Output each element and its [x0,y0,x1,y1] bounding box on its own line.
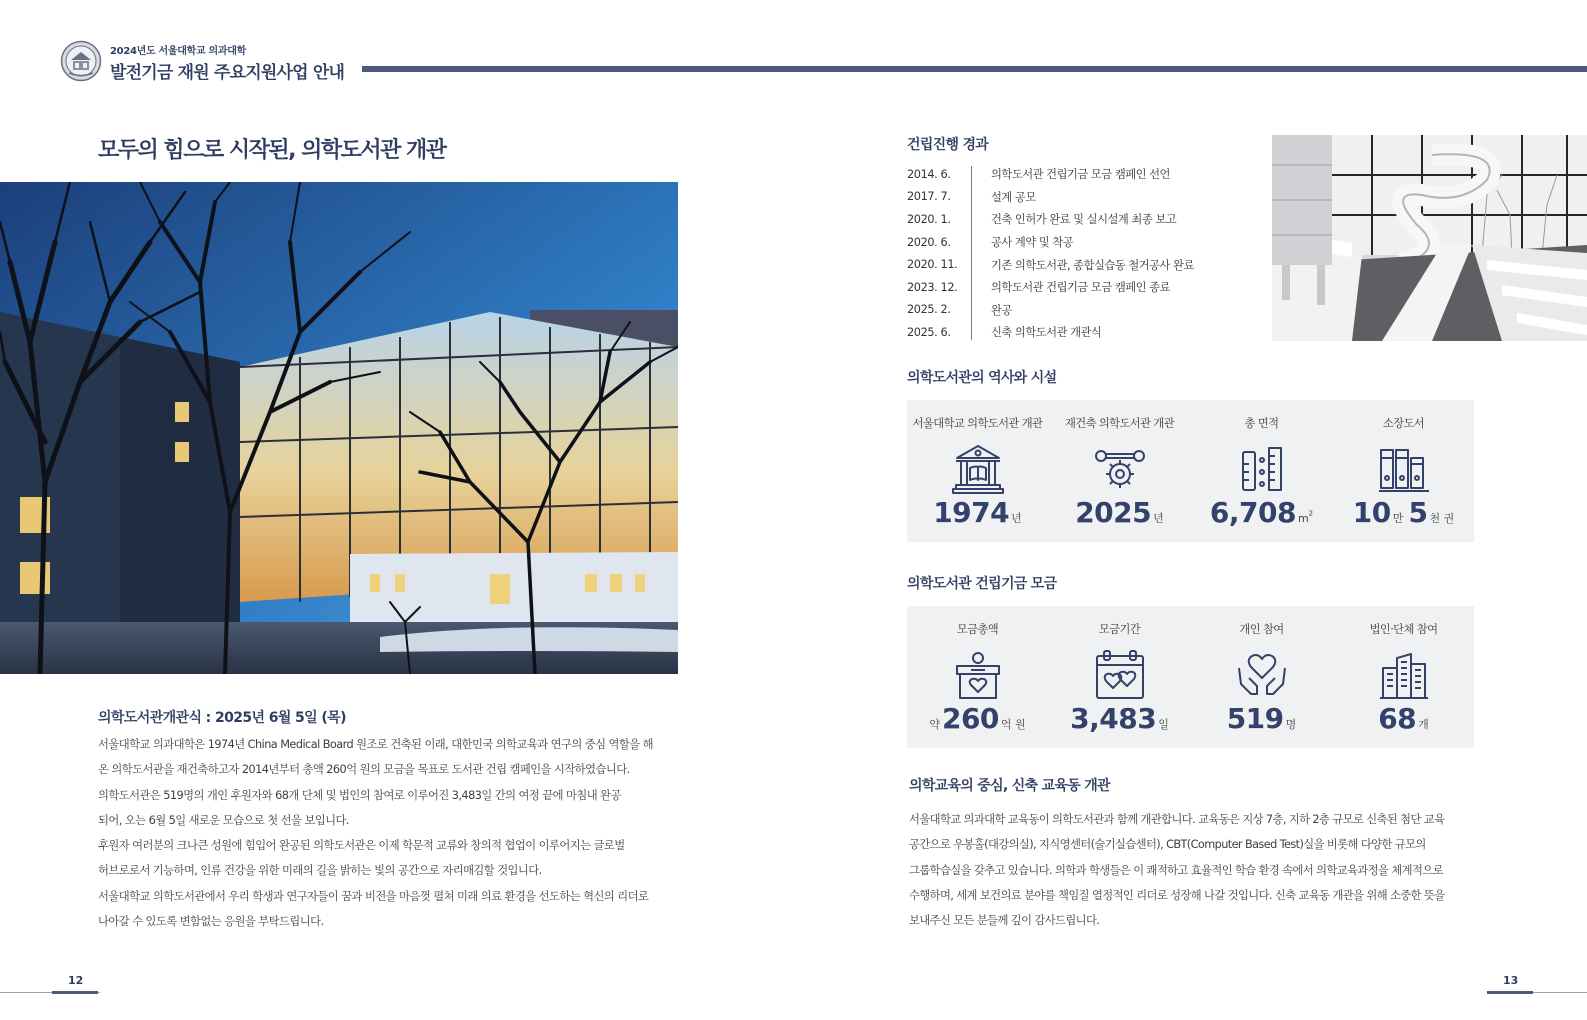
body-line: 서울대학교 의과대학 교육동이 의학도서관과 함께 개관합니다. 교육동은 지상 7층, 지하 2층 규모로 신축된 첨단 교육 [909,813,1445,826]
stat-value: 68 개 [1378,702,1429,735]
page-number-right: 13 [1503,974,1519,987]
body-line: 허브로로서 기능하며, 인류 건강을 위한 미래의 길을 밝히는 빛의 공간으로 자리매김할 것입니다. [98,864,542,878]
timeline-date: 2014. 6. [907,167,951,181]
stat-value: 6,708 $m^2$ [1209,496,1314,529]
timeline-date: 2017. 7. [907,190,951,204]
body-line: 나아갈 수 있도록 변함없는 응원을 부탁드립니다. [98,915,324,929]
wrench-gear-icon [1093,442,1147,496]
stat-book-holdings [1333,400,1474,542]
timeline-event: 신축 의학도서관 개관식 [991,326,1102,340]
body-line: 서울대학교 의학도서관에서 우리 학생과 연구자들이 꿈과 비전을 마음껏 펼쳐 미래 의료 환경을 선도하는 혁신의 리더로 [98,889,649,903]
page-number-left: 12 [68,974,84,987]
stat-corporate-donors [1333,606,1474,748]
body-line: 서울대학교 의과대학은 1974년 China Medical Board 원조로 건축된 이래, 대한민국 의학교육과 연구의 중심 역할을 해 [98,738,653,751]
timeline-title: 건립진행 경과 [907,137,989,153]
hands-heart-icon [1235,648,1289,702]
stat-total-amount [907,606,1048,748]
stat-total-area [1191,400,1332,542]
timeline-date: 2025. 6. [907,325,951,339]
timeline-date: 2020. 6. [907,235,951,249]
timeline-event: 설계 공모 [991,190,1036,204]
university-emblem-icon [60,40,102,82]
timeline-event: 공사 계약 및 착공 [991,236,1074,250]
stat-label: 총 면적 [1244,417,1279,430]
stat-value: 3,483 일 [1070,702,1169,735]
timeline-event: 기존 의학도서관, 종합실습동 철거공사 완료 [991,258,1194,272]
timeline-date: 2020. 11. [907,258,958,272]
footer-tab-left [52,991,98,994]
calendar-hearts-icon [1093,648,1147,702]
timeline-date: 2023. 12. [907,280,958,294]
left-body-text [98,732,680,934]
donation-box-icon [951,648,1005,702]
stat-fundraising-period [1049,606,1190,748]
stat-label: 재건축 의학도서관 개관 [1064,417,1175,430]
stat-value: 519 명 [1226,702,1297,735]
timeline-row [907,163,1194,186]
timeline-list [907,163,1194,344]
timeline-row [907,276,1194,299]
body-line: 후원자 여러분의 크나큰 성원에 힘입어 완공된 의학도서관은 이제 학문적 교류와 창의적 협업이 이루어지는 글로벌 [98,839,625,853]
stat-library-opened [907,400,1048,542]
timeline-row [907,299,1194,322]
library-building-icon [951,442,1005,496]
stat-value: 1974 년 [933,496,1022,529]
timeline-row [907,253,1194,276]
timeline-event: 의학도서관 건립기금 모금 캠페인 종료 [991,281,1170,295]
stat-value: 10 만 5 천 권 [1352,496,1455,529]
buildings-icon [1377,648,1431,702]
stat-label: 소장도서 [1382,417,1425,430]
header-rule [362,66,1587,72]
timeline-event: 의학도서관 건립기금 모금 캠페인 선언 [991,168,1170,182]
ruler-area-icon [1235,442,1289,496]
stat-label: 법인·단체 참여 [1369,623,1438,636]
body-line: 그룹학습실을 갖추고 있습니다. 의학과 학생들은 이 쾌적하고 효율적인 학습 환경 속에서 의학교육과정을 체계적으로 [909,863,1443,877]
fund-stats-panel [907,606,1474,748]
body-line: 공간으로 우봉홀(대강의실), 지식영센터(술기실습센터), CBT(Computer Based Test)실을 비롯해 다양한 규모의 [909,838,1426,852]
timeline-row [907,321,1194,344]
header-title: 발전기금 재원 주요지원사업 안내 [110,63,345,83]
stat-label: 모금총액 [956,623,999,636]
timeline-row [907,208,1194,231]
stat-individual-donors [1191,606,1332,748]
library-exterior-photo [0,182,678,674]
stat-label: 서울대학교 의학도서관 개관 [912,417,1043,430]
stat-value: 2025 년 [1075,496,1164,529]
stat-label: 모금기간 [1098,623,1141,636]
education-title: 의학교육의 중심, 신축 교육동 개관 [909,778,1110,794]
timeline-event: 건축 인허가 완료 및 실시설계 최종 보고 [991,213,1177,227]
library-interior-photo [1272,135,1587,341]
stat-value: 약260 억 원 [929,702,1026,735]
header-subtitle: 2024년도 서울대학교 의과대학 [110,46,246,57]
timeline-row [907,231,1194,254]
timeline-event: 완공 [991,303,1012,317]
opening-ceremony-title: 의학도서관개관식 : 2025년 6월 5일 (목) [98,710,346,726]
body-line: 온 의학도서관을 재건축하고자 2014년부터 총액 260억 원의 모금을 목표로 도서관 건립 캠페인을 시작하였습니다. [98,763,630,777]
fund-title: 의학도서관 건립기금 모금 [907,576,1057,592]
history-title: 의학도서관의 역사와 시설 [907,370,1057,386]
footer-tab-right [1487,991,1533,994]
timeline-date: 2020. 1. [907,212,951,226]
stat-label: 개인 참여 [1239,623,1284,636]
body-line: 수행하며, 세계 보건의료 분야를 책임질 열정적인 리더로 성장해 나갈 것입니다. 신축 교육동 개관을 위해 소중한 뜻을 [909,888,1445,902]
body-line: 되어, 오는 6월 5일 새로운 모습으로 첫 선을 보입니다. [98,813,349,827]
history-stats-panel [907,400,1474,542]
education-body-text [909,807,1479,933]
timeline-row [907,186,1194,209]
timeline-date: 2025. 2. [907,303,951,317]
left-page-title: 모두의 힘으로 시작된, 의학도서관 개관 [98,138,446,163]
body-line: 보내주신 모든 분들께 깊이 감사드립니다. [909,914,1100,928]
body-line: 의학도서관은 519명의 개인 후원자와 68개 단체 및 법인의 참여로 이루어진 3,483일 간의 여정 끝에 마침내 완공 [98,788,621,802]
stat-rebuilt-opened [1049,400,1190,542]
bookshelf-icon [1377,442,1431,496]
